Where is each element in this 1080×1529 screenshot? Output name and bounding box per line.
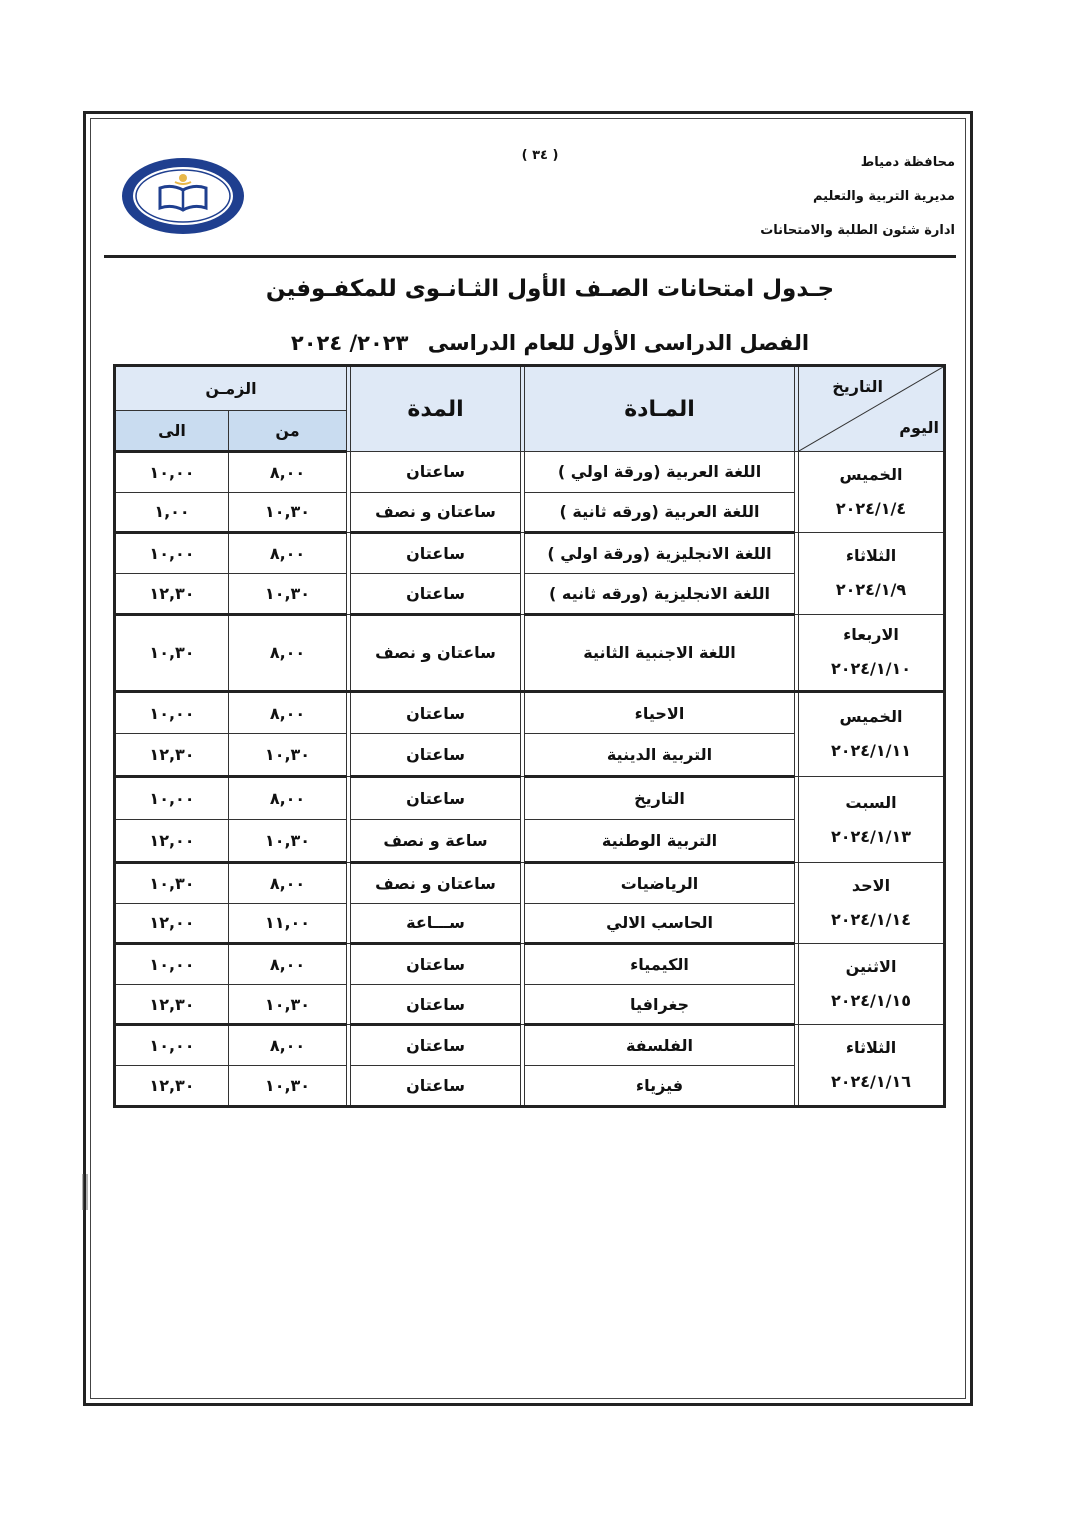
duration-cell: ساعتان [351, 1066, 521, 1107]
spacer [521, 366, 525, 452]
spacer [347, 366, 351, 452]
to-cell: ١٢,٣٠ [115, 573, 229, 614]
from-cell: ٨,٠٠ [229, 777, 347, 820]
to-cell: ١٠,٠٠ [115, 1025, 229, 1066]
spacer [795, 452, 799, 533]
from-cell: ٨,٠٠ [229, 944, 347, 985]
from-cell: ١٠,٣٠ [229, 820, 347, 863]
spacer [795, 777, 799, 863]
day-cell [799, 777, 945, 863]
subject-cell: اللغة العربية (ورقة اولي ) [525, 452, 795, 493]
day-name: الاثنين [845, 957, 897, 977]
from-cell: ٨,٠٠ [229, 691, 347, 734]
subject-cell: الفلسفة [525, 1025, 795, 1066]
page-title: جـدول امتحانات الصـف الأول الثـانـوى للمكفـوفين [265, 276, 835, 302]
directorate-label: مديرية التربية والتعليم [812, 189, 955, 204]
from-cell: ١١,٠٠ [229, 903, 347, 944]
duration-header: المدة [351, 366, 521, 452]
to-cell: ١٠,٠٠ [115, 452, 229, 493]
duration-cell: ساعتان و نصف [351, 492, 521, 533]
day-name: الثلاثاء [845, 546, 897, 566]
subject-cell: التاريخ [525, 777, 795, 820]
duration-cell: ساعة و نصف [351, 820, 521, 863]
subject-cell: التربية الوطنية [525, 820, 795, 863]
day-cell [799, 691, 945, 777]
day-date: ٢٠٢٤/١/١٥ [830, 991, 912, 1011]
duration-cell: ساعتان [351, 984, 521, 1025]
subject-cell: اللغة الانجليزية (ورقة اولي ) [525, 533, 795, 574]
day-date: ٢٠٢٤/١/٩ [835, 580, 907, 600]
from-cell: ١٠,٣٠ [229, 492, 347, 533]
from-cell: ١٠,٣٠ [229, 1066, 347, 1107]
subtitle-year: ٢٠٢٣/ ٢٠٢٤ [290, 331, 409, 355]
spacer [795, 944, 799, 1025]
day-name: الاحد [851, 876, 891, 896]
day-cell [799, 862, 945, 943]
day-date: ٢٠٢٤/١/١٣ [830, 826, 912, 846]
subject-header: المـادة [525, 366, 795, 452]
governorate-label: محافظة دمياط [860, 155, 955, 170]
to-cell: ١٢,٠٠ [115, 820, 229, 863]
to-cell: ١٠,٠٠ [115, 944, 229, 985]
spacer [795, 862, 799, 943]
duration-cell: ساعتان [351, 944, 521, 985]
day-cell [799, 944, 945, 1025]
to-cell: ١٢,٣٠ [115, 1066, 229, 1107]
day-date: ٢٠٢٤/١/١٤ [830, 910, 912, 930]
duration-cell: ساعتان و نصف [351, 614, 521, 691]
day-date: ٢٠٢٤/١/١١ [830, 741, 912, 761]
department-label: ادارة شئون الطلبة والامتحانات [760, 223, 955, 238]
to-cell: ١٢,٣٠ [115, 734, 229, 777]
subject-cell: الحاسب الالي [525, 903, 795, 944]
header-divider [104, 255, 956, 258]
to-cell: ١٠,٣٠ [115, 862, 229, 903]
page-number: ( ٣٤ ) [521, 148, 559, 163]
subject-cell: اللغة الاجنبية الثانية [525, 614, 795, 691]
subject-cell: اللغة العربية (ورقه ثانية ) [525, 492, 795, 533]
duration-cell: ساعتان و نصف [351, 862, 521, 903]
spacer [795, 533, 799, 614]
to-cell: ١٢,٠٠ [115, 903, 229, 944]
to-cell: ١٠,٠٠ [115, 777, 229, 820]
from-header: من [229, 411, 347, 452]
to-header: الى [115, 411, 229, 452]
time-header: الزمـن [115, 366, 347, 411]
spacer [795, 1025, 799, 1107]
day-cell [799, 533, 945, 614]
to-cell: ١,٠٠ [115, 492, 229, 533]
subject-cell: الرياضيات [525, 862, 795, 903]
from-cell: ٨,٠٠ [229, 533, 347, 574]
duration-cell: ســـاعة [351, 903, 521, 944]
from-cell: ٨,٠٠ [229, 862, 347, 903]
duration-cell: ساعتان [351, 1025, 521, 1066]
book-emblem-icon [120, 156, 246, 236]
to-cell: ١٠,٠٠ [115, 691, 229, 734]
day-name: الثلاثاء [845, 1038, 897, 1058]
header-block [735, 146, 955, 248]
subject-cell: الاحياء [525, 691, 795, 734]
from-cell: ١٠,٣٠ [229, 984, 347, 1025]
day-name: الاربعاء [843, 625, 899, 645]
spacer [521, 614, 525, 691]
day-cell [799, 614, 945, 691]
day-header-label: اليوم [899, 418, 939, 437]
day-date: ٢٠٢٤/١/١٠ [830, 659, 912, 679]
date-header-label: التاريخ [832, 377, 883, 396]
to-cell: ١٢,٣٠ [115, 984, 229, 1025]
from-cell: ١٠,٣٠ [229, 734, 347, 777]
duration-cell: ساعتان [351, 573, 521, 614]
subject-cell: التربية الدينية [525, 734, 795, 777]
duration-cell: ساعتان [351, 533, 521, 574]
duration-cell: ساعتان [351, 691, 521, 734]
from-cell: ٨,٠٠ [229, 1025, 347, 1066]
subject-cell: فيزياء [525, 1066, 795, 1107]
margin-scribble [80, 1172, 90, 1212]
day-date: ٢٠٢٤/١/٤ [835, 499, 907, 519]
day-cell [799, 452, 945, 533]
subject-cell: اللغة الانجليزية (ورقه ثانيه ) [525, 573, 795, 614]
duration-cell: ساعتان [351, 734, 521, 777]
day-name: السبت [845, 792, 897, 812]
day-name: الخميس [839, 707, 903, 727]
to-cell: ١٠,٠٠ [115, 533, 229, 574]
subtitle-text: الفصل الدراسى الأول للعام الدراسى [427, 331, 810, 355]
duration-cell: ساعتان [351, 452, 521, 493]
subject-cell: جغرافيا [525, 984, 795, 1025]
exam-schedule-table [113, 364, 946, 1108]
from-cell: ١٠,٣٠ [229, 573, 347, 614]
spacer [795, 614, 799, 691]
subject-cell: الكيمياء [525, 944, 795, 985]
spacer [347, 614, 351, 691]
page-subtitle [150, 331, 950, 355]
to-cell: ١٠,٣٠ [115, 614, 229, 691]
date-day-header [799, 366, 945, 452]
day-cell [799, 1025, 945, 1107]
day-date: ٢٠٢٤/١/١٦ [830, 1072, 912, 1092]
day-name: الخميس [839, 465, 903, 485]
from-cell: ٨,٠٠ [229, 614, 347, 691]
spacer [795, 691, 799, 777]
from-cell: ٨,٠٠ [229, 452, 347, 493]
duration-cell: ساعتان [351, 777, 521, 820]
